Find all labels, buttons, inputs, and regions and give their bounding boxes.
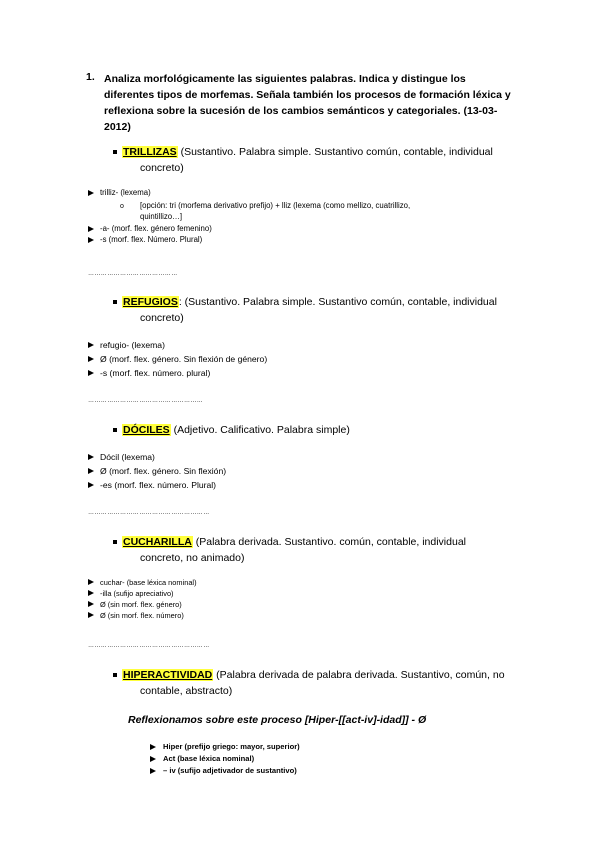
section-refugios-header (113, 294, 518, 326)
trillizas-desc-cont: concreto) (140, 162, 184, 174)
list-item: – iv (sufijo adjetivador de sustantivo) (150, 766, 300, 778)
section-cucharilla-header (113, 534, 518, 566)
separator-line: ……………………………………………… (88, 398, 204, 404)
trillizas-morpheme-list (88, 188, 520, 246)
section-trillizas-header (113, 144, 518, 176)
refugios-desc: : (Sustantivo. Palabra simple. Sustantivo común, contable, individual (178, 296, 497, 308)
square-bullet-icon (113, 540, 117, 544)
keyword-refugios: REFUGIOS (123, 296, 178, 308)
arrow-bullet-icon (88, 612, 94, 618)
arrow-bullet-icon (88, 370, 94, 376)
refugios-desc-cont: concreto) (140, 312, 184, 324)
arrow-bullet-icon (150, 756, 156, 762)
arrow-bullet-icon (88, 226, 94, 232)
cucharilla-desc: (Palabra derivada. Sustantivo. común, contable, individual (192, 536, 466, 548)
dociles-desc: (Adjetivo. Calificativo. Palabra simple) (170, 424, 350, 436)
arrow-bullet-icon (88, 190, 94, 196)
list-item: refugio- (lexema) (88, 340, 267, 354)
trillizas-desc: (Sustantivo. Palabra simple. Sustantivo común, contable, individual (177, 146, 493, 158)
list-item: trilliz- (lexema) (88, 188, 520, 200)
arrow-bullet-icon (88, 601, 94, 607)
cucharilla-desc-cont: concreto, no animado) (140, 552, 245, 564)
cucharilla-morpheme-list (88, 578, 197, 622)
hiperactividad-morpheme-list (150, 742, 300, 778)
list-item: cuchar- (base léxica nominal) (88, 578, 197, 589)
list-item: Ø (sin morf. flex. número) (88, 611, 197, 622)
list-item: -s (morf. flex. Número. Plural) (88, 235, 520, 246)
arrow-bullet-icon (88, 237, 94, 243)
dociles-morpheme-list (88, 452, 226, 494)
list-item: Act (base léxica nominal) (150, 754, 300, 766)
list-item: -a- (morf. flex. género femenino) (88, 224, 520, 235)
list-item: -s (morf. flex. número. plural) (88, 368, 267, 382)
list-subitem: o [opción: tri (morfema derivativo prefijo) + lliz (lexema (como mellizo, cuatrillizo, quintillizo…] (120, 201, 411, 221)
list-item: Ø (morf. flex. género. Sin flexión de género) (88, 354, 267, 368)
list-item: Ø (sin morf. flex. género) (88, 600, 197, 611)
arrow-bullet-icon (88, 590, 94, 596)
question-number: 1. (86, 71, 95, 83)
square-bullet-icon (113, 428, 117, 432)
list-item: Dócil (lexema) (88, 452, 226, 466)
arrow-bullet-icon (88, 468, 94, 474)
square-bullet-icon (113, 150, 117, 154)
hiperactividad-desc: (Palabra derivada de palabra derivada. Sustantivo, común, no (213, 669, 505, 681)
separator-line: …………………………………… (88, 271, 178, 277)
list-item: -illa (sufijo apreciativo) (88, 589, 197, 600)
arrow-bullet-icon (88, 454, 94, 460)
list-item: -es (morf. flex. número. Plural) (88, 480, 226, 494)
section-hiperactividad-header (113, 667, 523, 699)
arrow-bullet-icon (150, 744, 156, 750)
arrow-bullet-icon (150, 768, 156, 774)
keyword-trillizas: TRILLIZAS (123, 146, 177, 158)
square-bullet-icon (113, 673, 117, 677)
list-item: Hiper (prefijo griego: mayor, superior) (150, 742, 300, 754)
question-text: Analiza morfológicamente las siguientes palabras. Indica y distingue los diferentes tipos de morfemas. Señala también los procesos de formación léxica y reflexiona sobre la sucesión de los cambios semánticos y categoriales. (13-03-2012) (104, 73, 511, 133)
keyword-cucharilla: CUCHARILLA (123, 536, 192, 548)
arrow-bullet-icon (88, 482, 94, 488)
square-bullet-icon (113, 300, 117, 304)
keyword-hiperactividad: HIPERACTIVIDAD (123, 669, 213, 681)
section-dociles-header (113, 422, 518, 438)
hiperactividad-desc-cont: contable, abstracto) (140, 685, 233, 697)
circle-bullet-icon: o (120, 203, 124, 210)
reflection-heading: Reflexionamos sobre este proceso [Hiper-[[act-iv]-idad]] - Ø (128, 714, 427, 726)
arrow-bullet-icon (88, 356, 94, 362)
refugios-morpheme-list (88, 340, 267, 382)
separator-line: ………………………………………………… (88, 643, 210, 649)
arrow-bullet-icon (88, 342, 94, 348)
keyword-dociles: DÓCILES (123, 424, 170, 436)
arrow-bullet-icon (88, 579, 94, 585)
list-item: Ø (morf. flex. género. Sin flexión) (88, 466, 226, 480)
separator-line: ………………………………………………… (88, 510, 210, 516)
